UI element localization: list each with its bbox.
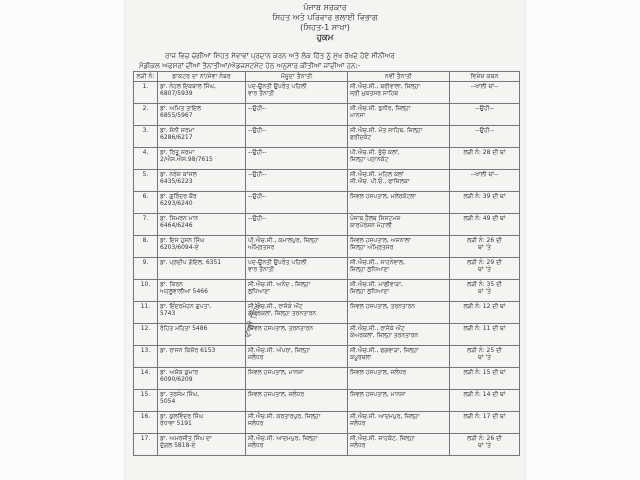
new-posting-cell: ਸੀ.ਐਚ.ਸੀ., ਬਰੀਵਾਲਾ, ਜ਼ਿਲ੍ਹਾ ਸ੍ਰੀ ਮੁਕਤਸਰ ਸਾਹਿਬ <box>348 82 450 104</box>
table-row <box>134 368 520 390</box>
doctor-cell: ਡਾ. ਗੁਰਿੰਦਰ ਕੌਰ 6293/6240 <box>158 192 246 214</box>
table-row <box>134 434 520 456</box>
doctor-cell: ਡਾ. ਅਮਿਤ ਤਾਇਲ 6855/5967 <box>158 104 246 126</box>
remarks-cell: ਲੜੀ ਨੰ: 12 ਦੀ ਥਾਂ <box>450 302 520 324</box>
govt-heading: ਪੰਜਾਬ ਸਰਕਾਰ <box>303 3 347 12</box>
new-posting-cell: ਸਿਵਲ ਹਸਪਤਾਲ, ਅਜਨਾਲਾ ਜ਼ਿਲ੍ਹਾ ਅੰਮ੍ਰਿਤਸਰ <box>348 236 450 258</box>
current-posting-cell: ਪੀ.ਐਚ.ਸੀ., ਕਮਾਲਪੁਰ, ਜ਼ਿਲ੍ਹਾ ਅੰਮ੍ਰਿਤਸਰ <box>246 236 348 258</box>
doctor-cell: ਡਾ. ਅਸ਼ੋਕ ਕੁਮਾਰ 6090/6209 <box>158 368 246 390</box>
doctor-cell: ਡਾ. ਕੁਲਵਿੰਦਰ ਸਿੰਘ ਰੰਧਾਵਾ 5191 <box>158 412 246 434</box>
doctor-cell: ਡਾ. ਕਿਰਨ ਅਹਲੂਵਾਲੀਆ 5466 <box>158 280 246 302</box>
doctor-cell: ਡਾ. ਅਮਰਜੀਤ ਸਿੰਘ ਦਾ ਦੁੱਗਲ 5818-ਏ <box>158 434 246 456</box>
current-posting-cell: ਪਦ-ਉਨਤੀ ਉਪਰੰਤ ਪਹਿਲੀ ਵਾਰ ਤੈਨਾਤੀ <box>246 258 348 280</box>
new-posting-cell: ਸੀ.ਐਚ.ਸੀ. ਮਹਿਲ ਕਲਾਂ ਜੀ.ਐਚ. ਪੀ.ਓ., ਫਾਜ਼ਿਲਕਾ <box>348 170 450 192</box>
remarks-cell: ਲੜੀ ਨੰ: 28 ਦੀ ਥਾਂ <box>450 148 520 170</box>
remarks-cell: ਲੜੀ ਨੰ: 49 ਦੀ ਥਾਂ <box>450 214 520 236</box>
serial-cell: 11. <box>134 302 158 324</box>
order-heading: ਹੁਕਮ <box>316 33 334 43</box>
remarks-cell: --ਖਾਲੀ ਥਾਂ-- <box>450 82 520 104</box>
serial-cell: 4. <box>134 148 158 170</box>
table-row <box>134 126 520 148</box>
remarks-cell: ਲੜੀ ਨੰ: 26 ਦੀ ਥਾਂ 'ਤੇ <box>450 236 520 258</box>
table-row <box>134 258 520 280</box>
current-posting-cell: --ਉਹੀ-- <box>246 148 348 170</box>
table-row <box>134 390 520 412</box>
remarks-cell: ਲੜੀ ਨੰ: 25 ਦੀ ਥਾਂ 'ਤੇ <box>450 346 520 368</box>
serial-cell: 13. <box>134 346 158 368</box>
new-posting-cell: ਸੀ.ਐਚ.ਸੀ. ਸਾਹਕੋਟ, ਜ਼ਿਲ੍ਹਾ ਜਲੰਧਰ <box>348 434 450 456</box>
col-header-doctor: ਡਾਕਟਰ ਦਾ ਨਾਂ/ਸੇਵਾ ਨੰਬਰ <box>158 72 246 82</box>
doctor-cell: ਡਾ. ਇੰਦਰਮੋਹਨ ਗੁਪਤਾ, 5743 <box>158 302 246 324</box>
serial-cell: 17. <box>134 434 158 456</box>
serial-cell: 7. <box>134 214 158 236</box>
remarks-cell: ਲੜੀ ਨੰ: 15 ਦੀ ਥਾਂ <box>450 368 520 390</box>
current-posting-cell: ਸੀ.ਐਚ.ਸੀ. ਕਰਤਾਰਪੁਰ, ਜ਼ਿਲ੍ਹਾ ਜਲੰਧਰ <box>246 412 348 434</box>
serial-cell: 6. <box>134 192 158 214</box>
new-posting-cell: ਸੀ.ਐਚ.ਸੀ. ਮੱਤ ਸਾਹਿਬ, ਜ਼ਿਲ੍ਹਾ ਫਰੀਦਕੋਟ <box>348 126 450 148</box>
table-row <box>134 280 520 302</box>
serial-cell: 8. <box>134 236 158 258</box>
new-posting-cell: ਸਿਵਲ ਹਸਪਤਾਲ, ਮਾਨਸਾ <box>348 390 450 412</box>
serial-cell: 9. <box>134 258 158 280</box>
current-posting-cell: --ਉਹੀ-- <box>246 214 348 236</box>
handwritten-signature: ਵਾਸ਼ੀ ਸਿੰਘ <box>243 302 264 340</box>
current-posting-cell: ਪਦ-ਉਨਤੀ ਉਪਰੰਤ ਪਹਿਲੀ ਵਾਰ ਤੈਨਾਤੀ <box>246 82 348 104</box>
branch-heading: (ਸਿਹਤ-1 ਸਾਖਾ) <box>300 23 350 32</box>
new-posting-cell: ਪੀ.ਐਚ.ਸੀ. ਭੁੱਚੋ ਕਲਾਂ, ਜ਼ਿਲ੍ਹਾ ਪਠਾਨਕੋਟ <box>348 148 450 170</box>
current-posting-cell: --ਉਹੀ-- <box>246 104 348 126</box>
serial-cell: 10. <box>134 280 158 302</box>
doctor-cell: ਡਾ. ਇਸ ਹੁਸਨ ਸਿੰਘ 6203/6094-ਏ <box>158 236 246 258</box>
current-posting-cell: --ਉਹੀ-- <box>246 170 348 192</box>
table-row <box>134 214 520 236</box>
new-posting-cell: ਸੀ.ਐਚ.ਸੀ., ਸਾਹਨੇਵਾਲ, ਜ਼ਿਲ੍ਹਾ ਲੁਧਿਆਣਾ <box>348 258 450 280</box>
table-row <box>134 148 520 170</box>
remarks-cell: ਲੜੀ ਨੰ: 39 ਦੀ ਥਾਂ <box>450 192 520 214</box>
intro-line-2: ਮੈਡੀਕਲ ਅਫਸਰਾਂ ਦੀਆਂ ਤੈਨਾਤੀਆਂ/ਐਡਜਸਟਮੈਂਟ ਹੇਠ ਅਨੁਸਾਰ ਕੀਤੀਆਂ ਜਾਂਦੀਆਂ ਹਨ:- <box>139 62 361 70</box>
remarks-cell: ਲੜੀ ਨੰ: 14 ਦੀ ਥਾਂ <box>450 390 520 412</box>
remarks-cell: ਲੜੀ ਨੰ: 11 ਦੀ ਥਾਂ <box>450 324 520 346</box>
serial-cell: 15. <box>134 390 158 412</box>
table-row <box>134 82 520 104</box>
current-posting-cell: ਸਿਵਲ ਹਸਪਤਾਲ, ਮਾਨਸਾ <box>246 368 348 390</box>
col-header-current-posting: ਮੌਜੂਦਾ ਤੈਨਾਤੀ <box>246 72 348 82</box>
serial-cell: 1. <box>134 82 158 104</box>
col-header-new-posting: ਨਵੀਂ ਤੈਨਾਤੀ <box>348 72 450 82</box>
table-row <box>134 302 520 324</box>
serial-cell: 14. <box>134 368 158 390</box>
doctor-cell: ਡਾ. ਰਾਜਨ ਕਿਸ਼ੋਰ 6153 <box>158 346 246 368</box>
serial-cell: 3. <box>134 126 158 148</box>
serial-cell: 2. <box>134 104 158 126</box>
remarks-cell: ਲੜੀ ਨੰ: 29 ਦੀ ਥਾਂ 'ਤੇ <box>450 258 520 280</box>
postings-table <box>133 71 520 456</box>
table-row <box>134 104 520 126</box>
table-row <box>134 170 520 192</box>
current-posting-cell: ਸਿਵਲ ਹਸਪਤਾਲ, ਤਰਨਤਾਰਨ <box>246 324 348 346</box>
doctor-cell: ਡਾ. ਰਿਤੂ ਸਰਮਾ 2/ਐਸ.ਐਸ.98/7615 <box>158 148 246 170</box>
table-row <box>134 324 520 346</box>
new-posting-cell: ਸੀ.ਐਚ.ਸੀ. ਮਾਛੀਵਾੜਾ, ਜ਼ਿਲ੍ਹਾ ਲੁਧਿਆਣਾ <box>348 280 450 302</box>
doctor-cell: ਡਾ. ਨਰੇਸ਼ ਕਾਂਸਲ 6435/6223 <box>158 170 246 192</box>
serial-cell: 5. <box>134 170 158 192</box>
table-row <box>134 412 520 434</box>
intro-line-1: ਰਾਜ ਵਿਚ ਚੰਗੀਆਂ ਸਿਹਤ ਸੇਵਾਵਾਂ ਪ੍ਰਦਾਨ ਕਰਨ ਅਤੇ ਲੋਕ ਹਿੱਤ ਨੂੰ ਮੁੱਖ ਰੱਖਦੇ ਹੋਏ ਸੀਨੀਅਰ <box>165 52 395 60</box>
doctor-cell: ਡਾ. ਨੇਹਲ ਇਕਬਾਲ ਸਿੰਘ, 6807/5939 <box>158 82 246 104</box>
remarks-cell: ਲੜੀ ਨੰ: 35 ਦੀ ਥਾਂ 'ਤੇ <box>450 280 520 302</box>
remarks-cell: --ਉਹੀ-- <box>450 126 520 148</box>
current-posting-cell: ਸੀ.ਐਚ.ਸੀ. ਅਨੰਦ , ਜ਼ਿਲ੍ਹਾ ਲੁਧਿਆਣਾ <box>246 280 348 302</box>
table-row <box>134 346 520 368</box>
serial-cell: 12. <box>134 324 158 346</box>
current-posting-cell: --ਉਹੀ-- <box>246 126 348 148</box>
table-row <box>134 236 520 258</box>
new-posting-cell: ਸੀ.ਐਚ.ਸੀ., ਰਾਜੋਕੇ ਔਟ ਕੇਅਰਕਲਾਂ, ਜ਼ਿਲ੍ਹਾ ਤਰਨਤਾਰਨ <box>348 324 450 346</box>
table-row <box>134 192 520 214</box>
col-header-remarks: ਵਿਸ਼ੇਸ਼ ਕਥਨ <box>450 72 520 82</box>
remarks-cell: --ਉਹੀ-- <box>450 104 520 126</box>
remarks-cell: ਲੜੀ ਨੰ: 26 ਦੀ ਥਾਂ 'ਤੇ <box>450 434 520 456</box>
remarks-cell: --ਖਾਲੀ ਥਾਂ-- <box>450 170 520 192</box>
new-posting-cell: ਸੀ.ਐਚ.ਸੀ. ਝੁਨੀਰ, ਜ਼ਿਲ੍ਹਾ ਮਾਨਸਾ <box>348 104 450 126</box>
new-posting-cell: ਪੰਜਾਬ ਹੈਲਥ ਸਿਸਟਮਜ਼ ਕਾਰਪੋਰੇਸ਼ਨ ਮੋਹਾਲੀ <box>348 214 450 236</box>
document-page <box>125 0 525 480</box>
department-heading: ਸਿਹਤ ਅਤੇ ਪਰਿਵਾਰ ਭਲਾਈ ਵਿਭਾਗ <box>272 13 378 22</box>
table-header-row <box>134 72 520 82</box>
doctor-cell: ਡਾ. ਤਰਸੇਮ ਸਿੰਘ, 5054 <box>158 390 246 412</box>
current-posting-cell: ਸੀ.ਐਚ.ਸੀ., ਰਾਜੋਕੇ ਔਟ ਕੇਅਰਕਲਾਂ, ਜ਼ਿਲ੍ਹਾ ਤਰਨਤਾਰਨ <box>246 302 348 324</box>
new-posting-cell: ਸਿਵਲ ਹਸਪਤਾਲ, ਤਰਨਤਾਰਨ <box>348 302 450 324</box>
doctor-cell: ਡਾ. ਸੋਨੀ ਸਰਮਾ 6286/6217 <box>158 126 246 148</box>
new-posting-cell: ਸਿਵਲ ਹਸਪਤਾਲ, ਮਲੇਰਕੋਟਲਾ <box>348 192 450 214</box>
col-header-serial: ਲੜੀ ਨੰ: <box>134 72 158 82</box>
new-posting-cell: ਸੀ.ਐਚ.ਸੀ. ਆਦਮਪੁਰ, ਜ਼ਿਲ੍ਹਾ ਜਲੰਧਰ <box>348 412 450 434</box>
serial-cell: 16. <box>134 412 158 434</box>
new-posting-cell: ਸੀ.ਐਚ.ਸੀ., ਫਗਵਾੜਾ, ਜ਼ਿਲ੍ਹਾ ਕਪੂਰਥਲਾ <box>348 346 450 368</box>
doctor-cell: ਰੋਹਿਤ ਮਹਿਤਾ 5486 <box>158 324 246 346</box>
new-posting-cell: ਸਿਵਲ ਹਸਪਤਾਲ, ਜਲੰਧਰ <box>348 368 450 390</box>
current-posting-cell: ਸਿਵਲ ਹਸਪਤਾਲ, ਜਲੰਧਰ <box>246 390 348 412</box>
current-posting-cell: ਸੀ.ਐਚ.ਸੀ. ਆਦਮਪੁਰ, ਜ਼ਿਲ੍ਹਾ ਜਲੰਧਰ <box>246 434 348 456</box>
current-posting-cell: ਸੀ.ਐਚ.ਸੀ. ਅੱਪਰਾ, ਜ਼ਿਲ੍ਹਾ ਜਲੰਧਰ <box>246 346 348 368</box>
remarks-cell: ਲੜੀ ਨੰ: 17 ਦੀ ਥਾਂ <box>450 412 520 434</box>
doctor-cell: ਡਾ. ਸਿਮਰਨ ਮਾਨ 6464/6246 <box>158 214 246 236</box>
doctor-cell: ਡਾ. ਪ੍ਰਦੀਪ ਗੋਇਲ, 6351 <box>158 258 246 280</box>
current-posting-cell: --ਉਹੀ-- <box>246 192 348 214</box>
